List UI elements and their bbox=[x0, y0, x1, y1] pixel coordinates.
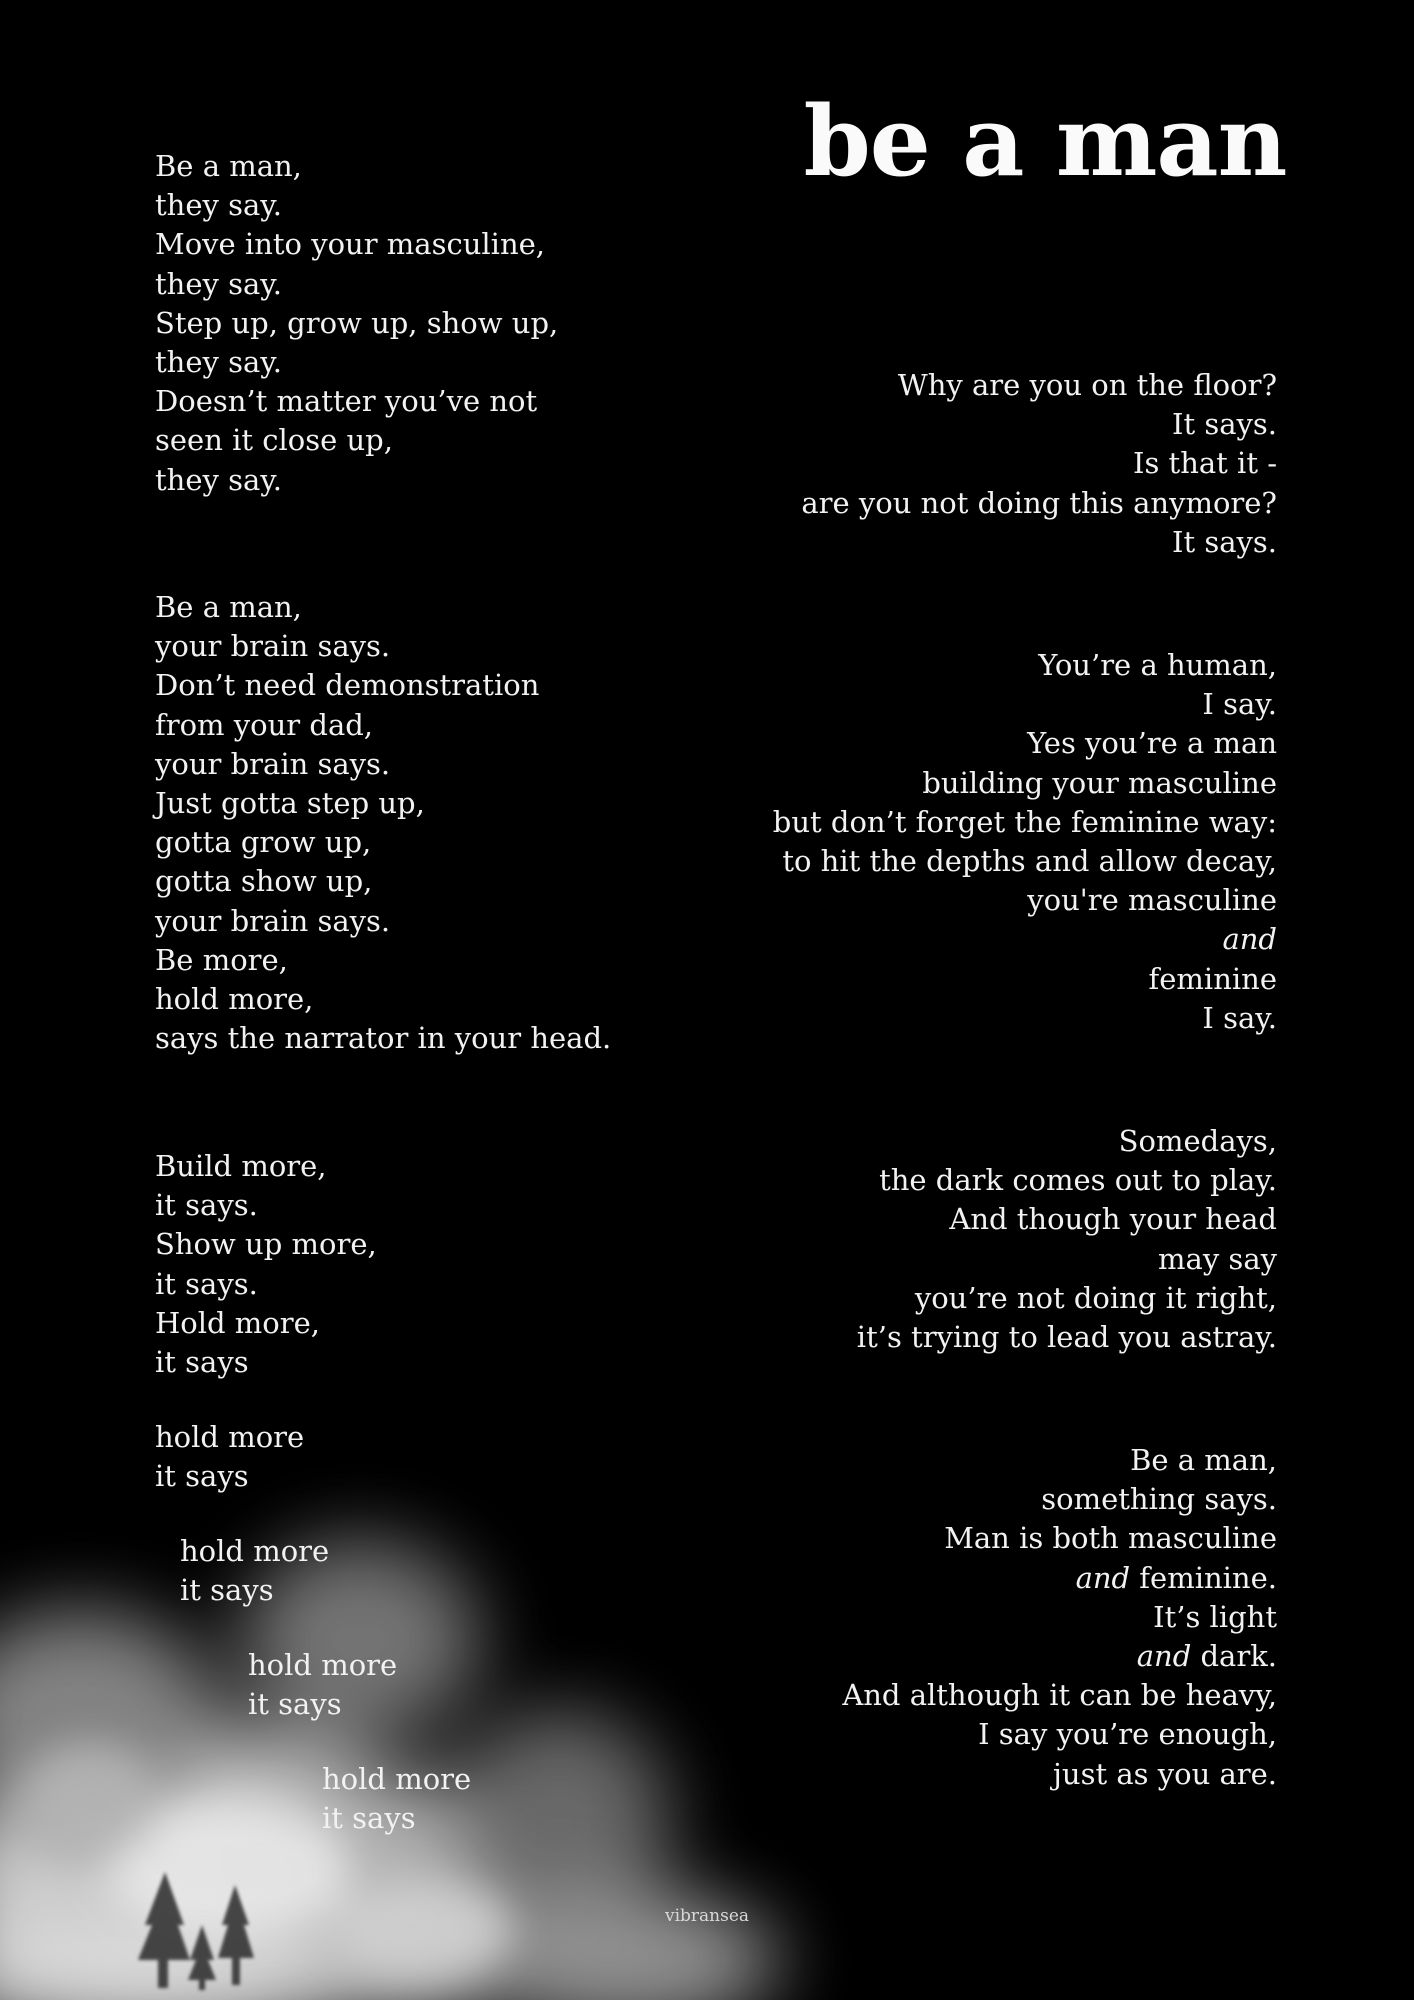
poem-line: it says. bbox=[155, 1188, 258, 1223]
poem-line: may say bbox=[1158, 1241, 1277, 1276]
cascade-stanza-4 bbox=[322, 1760, 471, 1838]
poem-line: Be a man, bbox=[155, 149, 302, 183]
poem-line: hold more bbox=[180, 1534, 330, 1568]
line-text: feminine. bbox=[1130, 1560, 1277, 1595]
poem-line: Is that it - bbox=[1133, 446, 1277, 481]
poem-line: And although it can be heavy, bbox=[842, 1678, 1277, 1713]
poem-line: they say. bbox=[155, 462, 283, 497]
italic-word: and bbox=[1136, 1639, 1192, 1674]
poem-line: are you not doing this anymore? bbox=[801, 485, 1277, 520]
poem-line: you’re not doing it right, bbox=[914, 1280, 1277, 1315]
italic-word: and bbox=[1075, 1560, 1131, 1595]
left-stanza-3 bbox=[155, 1147, 377, 1382]
poem-line: Somedays, bbox=[1118, 1124, 1277, 1158]
poem-line: Be a man, bbox=[1130, 1443, 1277, 1477]
cascade-stanza-3 bbox=[248, 1646, 397, 1724]
poem-line: to hit the depths and allow decay, bbox=[782, 844, 1277, 879]
poem-line: from your dad, bbox=[155, 707, 374, 742]
poem-line: feminine bbox=[1148, 961, 1277, 996]
poem-line-mixed bbox=[842, 1559, 1277, 1598]
poem-line: says the narrator in your head. bbox=[155, 1021, 612, 1056]
poem-line: Why are you on the floor? bbox=[897, 368, 1277, 402]
left-stanza-2 bbox=[155, 588, 611, 1058]
poem-line: gotta grow up, bbox=[155, 825, 372, 860]
poem-line: they say. bbox=[155, 188, 283, 223]
poem-line: something says. bbox=[1041, 1482, 1277, 1517]
poem-line: I say. bbox=[1202, 1000, 1277, 1035]
poem-line: it says bbox=[248, 1687, 342, 1722]
cascade-stanza-1 bbox=[155, 1418, 304, 1496]
poem-line: just as you are. bbox=[1052, 1756, 1277, 1791]
poem-line: hold more bbox=[322, 1762, 472, 1796]
poem-line: seen it close up, bbox=[155, 423, 393, 458]
poem-line: gotta show up, bbox=[155, 864, 373, 899]
poem-line: hold more bbox=[155, 1420, 305, 1454]
poem-line: it says bbox=[155, 1345, 249, 1380]
poem-line: it’s trying to lead you astray. bbox=[856, 1320, 1277, 1355]
poem-line: Show up more, bbox=[155, 1227, 377, 1262]
author-credit: vibransea bbox=[664, 1906, 750, 1926]
poem-line: Hold more, bbox=[155, 1305, 321, 1340]
poem-line: Move into your masculine, bbox=[155, 227, 545, 262]
poem-line: Yes you’re a man bbox=[1027, 726, 1277, 761]
right-stanza-3 bbox=[857, 1122, 1277, 1357]
poem-line: they say. bbox=[155, 345, 283, 380]
poem-line: Be more, bbox=[155, 942, 288, 977]
right-stanza-1 bbox=[801, 366, 1277, 562]
poem-line: it says bbox=[322, 1801, 416, 1836]
poem-line: building your masculine bbox=[922, 765, 1277, 800]
poem-line: I say. bbox=[1202, 687, 1277, 722]
right-stanza-2 bbox=[773, 646, 1277, 1038]
poem-line: but don’t forget the feminine way: bbox=[772, 804, 1277, 839]
poem-title: be a man bbox=[803, 85, 1287, 198]
cascade-stanza-2 bbox=[180, 1532, 329, 1610]
poem-line-italic bbox=[773, 920, 1277, 959]
poem-line: Step up, grow up, show up, bbox=[155, 305, 559, 340]
poem-line: the dark comes out to play. bbox=[879, 1163, 1277, 1198]
poem-line: Don’t need demonstration bbox=[155, 668, 540, 703]
poem-line: And though your head bbox=[949, 1202, 1277, 1237]
poem-line: your brain says. bbox=[155, 903, 391, 938]
poem-line: it says. bbox=[155, 1266, 258, 1301]
poem-line: it says bbox=[180, 1573, 274, 1608]
right-stanza-4 bbox=[842, 1441, 1277, 1794]
poem-line: your brain says. bbox=[155, 746, 391, 781]
poem-line: you're masculine bbox=[1027, 883, 1277, 918]
italic-word: and bbox=[1222, 922, 1277, 957]
poem-line: It says. bbox=[1172, 524, 1277, 559]
poem-line: I say you’re enough, bbox=[978, 1717, 1277, 1752]
poem-line: they say. bbox=[155, 266, 283, 301]
line-text: dark. bbox=[1191, 1639, 1277, 1674]
poem-line: Doesn’t matter you’ve not bbox=[155, 384, 538, 419]
poem-line: Just gotta step up, bbox=[155, 786, 425, 821]
poem-line: Build more, bbox=[155, 1149, 327, 1183]
poem-line: It’s light bbox=[1153, 1599, 1277, 1634]
poem-line: it says bbox=[155, 1459, 249, 1494]
poem-line: your brain says. bbox=[155, 629, 391, 664]
poem-line: You’re a human, bbox=[1038, 648, 1277, 682]
poem-line: Man is both masculine bbox=[944, 1521, 1277, 1556]
poem-line: hold more, bbox=[155, 982, 314, 1017]
poem-line-mixed bbox=[842, 1637, 1277, 1676]
poem-line: It says. bbox=[1172, 407, 1277, 442]
poem-line: hold more bbox=[248, 1648, 398, 1682]
left-stanza-1 bbox=[155, 147, 558, 500]
poem-line: Be a man, bbox=[155, 590, 302, 624]
